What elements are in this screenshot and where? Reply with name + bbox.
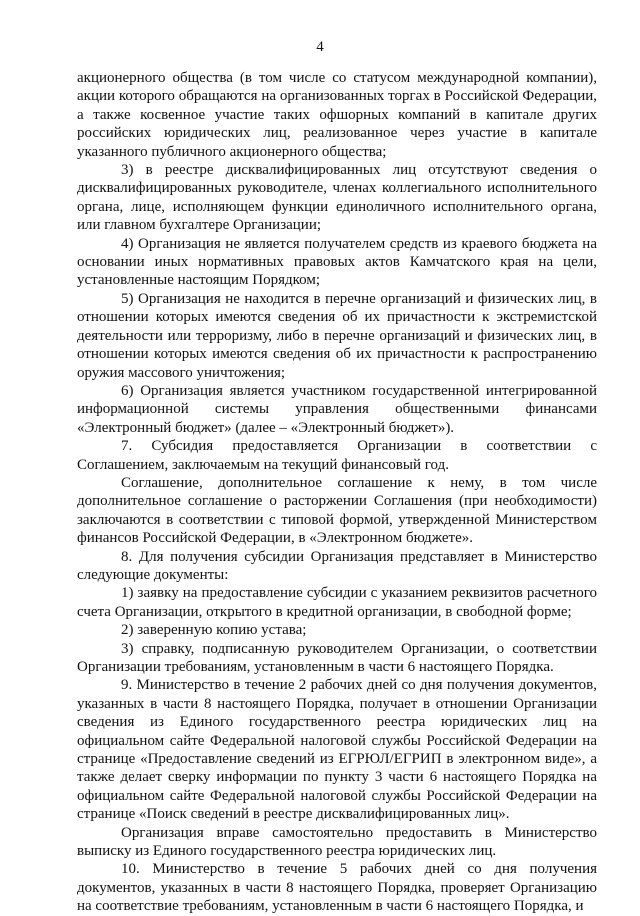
paragraph-doc-3: 3) справку, подписанную руководителем Организации, о соответствии Организации требованиям, установленным в части 6 настоящего Порядка. xyxy=(77,640,597,675)
paragraph-section-7: 7. Субсидия предоставляется Организации в соответствии с Соглашением, заключаемым на текущий финансовый год. xyxy=(77,438,597,473)
paragraph-section-10: 10. Министерство в течение 5 рабочих дней со дня получения документов, указанных в части 8 настоящего Порядка, проверяет Организацию на соответствие требованиям, установленным в части 6 настоящего Порядка, и xyxy=(77,861,597,915)
paragraph-section-9: 9. Министерство в течение 2 рабочих дней со дня получения документов, указанных в части 8 настоящего Порядка, получает в отношении Организации сведения из Единого государственного реестра юридических лиц на официальном сайте Федеральной налоговой службы Российской Федерации на странице «Предоставление сведений из ЕГРЮЛ/ЕГРИП в электронном виде», а также делает сверку информации по пункту 3 части 6 настоящего Порядка на официальном сайте Федеральной налоговой службы Российской Федерации на странице «Поиск сведений в реестре дисквалифицированных лиц». xyxy=(77,677,597,823)
paragraph-section-8: 8. Для получения субсидии Организация представляет в Министерство следующие документы: xyxy=(77,548,597,583)
paragraph-item-6: 6) Организация является участником государственной интегрированной информационной системы управления общественными финансами «Электронный бюджет» (далее – «Электронный бюджет»). xyxy=(77,382,597,436)
paragraph-doc-1: 1) заявку на предоставление субсидии с указанием реквизитов расчетного счета Организации, открытого в кредитной организации, в свободной форме; xyxy=(77,585,597,620)
document-body xyxy=(77,69,597,916)
paragraph-item-4: 4) Организация не является получателем средств из краевого бюджета на основании иных нормативных правовых актов Камчатского края на цели, установленные настоящим Порядком; xyxy=(77,235,597,289)
paragraph-continuation: акционерного общества (в том числе со статусом международной компании), акции которого обращаются на организованных торгах в Российской Федерации, а также косвенное участие таких офшорных компаний в капитале других российских юридических лиц, реализованное через участие в капитале указанного публичного акционерного общества; xyxy=(77,70,597,160)
paragraph-extract-right: Организация вправе самостоятельно предоставить в Министерство выписку из Единого государственного реестра юридических лиц. xyxy=(77,824,597,860)
paragraph-agreement: Соглашение, дополнительное соглашение к нему, в том числе дополнительное соглашение о расторжении Соглашения (при необходимости) заключаются в соответствии с типовой формой, утвержденной Министерством финансов Российской Федерации, в «Электронном бюджете». xyxy=(77,474,597,547)
paragraph-item-3: 3) в реестре дисквалифицированных лиц отсутствуют сведения о дисквалифицированных руководителе, членах коллегиального исполнительного органа, лице, исполняющем функции единоличного исполнительного органа, или главном бухгалтере Организации; xyxy=(77,162,597,234)
paragraph-doc-2: 2) заверенную копию устава; xyxy=(121,622,307,639)
page-number: 4 xyxy=(316,39,324,55)
paragraph-item-5: 5) Организация не находится в перечне организаций и физических лиц, в отношении которых имеются сведения об их причастности к экстремистской деятельности или терроризму, либо в перечне организаций и физических лиц, в отношении которых имеются сведения об их причастности к распространению оружия массового уничтожения; xyxy=(77,290,597,381)
